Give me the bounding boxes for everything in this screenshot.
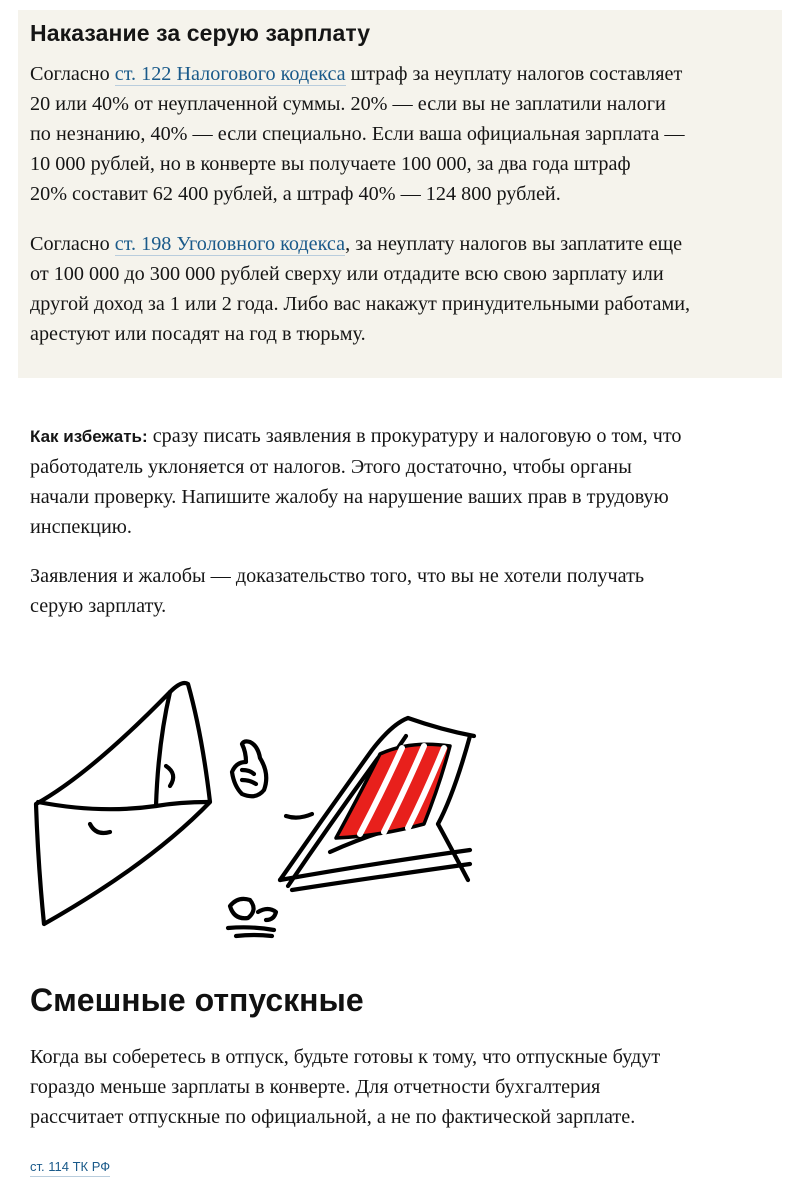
text: серую зарплату. <box>30 595 167 617</box>
how-to-avoid-label: Как избежать: <box>30 427 148 446</box>
text: арестуют или посадят на год в тюрьму. <box>30 323 366 345</box>
envelope-fold <box>156 692 170 806</box>
text: 10 000 рублей, но в конверте вы получаете 100 000, за два года штраф <box>30 153 631 175</box>
link-criminal-code-article-198[interactable]: ст. 198 Уголовного кодекса <box>114 233 346 255</box>
callout-paragraph-criminal-code <box>30 229 778 349</box>
text: работодатель уклоняется от налогов. Этого достаточно, чтобы органы <box>30 456 632 478</box>
sunglasses <box>230 899 254 918</box>
callout-paragraph-tax-code <box>30 59 778 209</box>
text: от 100 000 до 300 000 рублей сверху или отдадите всю свою зарплату или <box>30 263 664 285</box>
text: 20% составит 62 400 рублей, а штраф 40% — 124 800 рублей. <box>30 183 561 205</box>
envelope-flap <box>38 802 208 809</box>
text: Когда вы соберетесь в отпуск, будьте готовы к тому, что отпускные будут <box>30 1046 661 1068</box>
text: Заявления и жалобы — доказательство того, что вы не хотели получать <box>30 565 645 587</box>
thumbs-up-hand <box>232 741 266 796</box>
text: 20 или 40% от неуплаченной суммы. 20% — если вы не заплатили налоги <box>30 93 666 115</box>
text: по незнанию, 40% — если специально. Если ваша официальная зарплата — <box>30 123 685 145</box>
vacation-pay-paragraph <box>30 1042 780 1132</box>
penalty-callout <box>18 10 782 378</box>
text: другой доход за 1 или 2 года. Либо вас накажут принудительными работами, <box>30 293 691 315</box>
text: штраф за неуплату налогов составляет <box>345 63 683 85</box>
text: инспекцию. <box>30 516 132 538</box>
proof-paragraph <box>30 561 780 621</box>
how-to-avoid-paragraph <box>30 421 780 542</box>
text: гораздо меньше зарплаты в конверте. Для отчетности бухгалтерия <box>30 1076 601 1098</box>
link-tax-code-article-122[interactable]: ст. 122 Налогового кодекса <box>114 63 346 85</box>
text: Согласно <box>30 233 115 255</box>
source-link-labor-code-114[interactable]: ст. 114 ТК РФ <box>30 1158 110 1177</box>
text: начали проверку. Напишите жалобу на нарушение ваших прав в трудовую <box>30 486 669 508</box>
text: , за неуплату налогов вы заплатите еще <box>345 233 683 255</box>
section-title: Смешные отпускные <box>30 982 364 1018</box>
callout-title: Наказание за серую зарплату <box>30 20 371 46</box>
envelope-deckchair-illustration <box>30 674 490 956</box>
text: рассчитает отпускные по официальной, а не по фактической зарплате. <box>30 1106 636 1128</box>
text: сразу писать заявления в прокуратуру и налоговую о том, что <box>147 425 682 447</box>
text: Согласно <box>30 63 115 85</box>
